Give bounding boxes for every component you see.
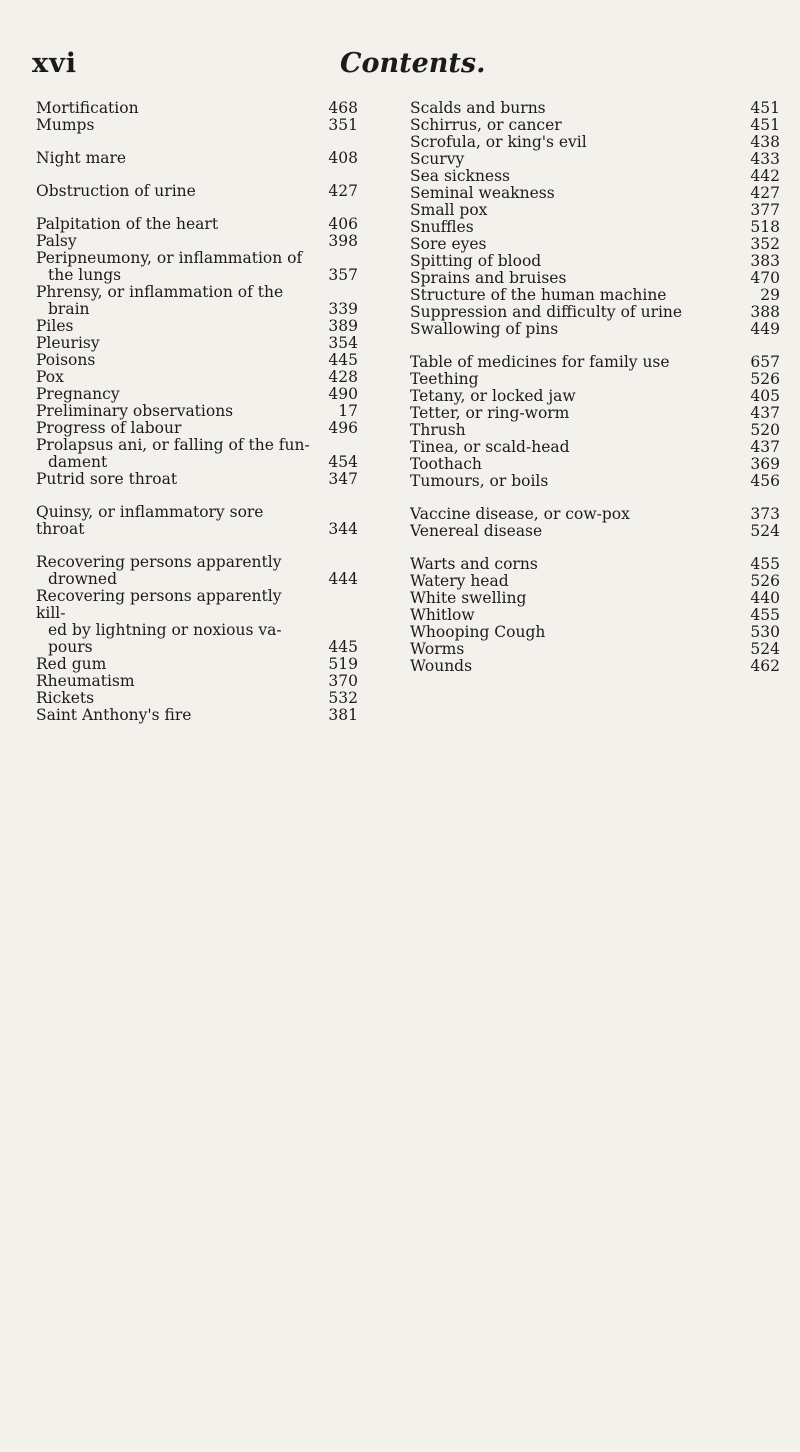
toc-entry: Whooping Cough 530 [410, 623, 780, 641]
toc-entry: Preliminary observations 17 [36, 402, 358, 420]
page-title: Contents. [340, 48, 486, 79]
toc-entry: Rheumatism 370 [36, 672, 358, 690]
toc-entry: Scurvy 433 [410, 150, 780, 168]
toc-entry: Phrensy, or inflammation of the brain 339 [36, 283, 358, 318]
toc-entry: Structure of the human machine 29 [410, 286, 780, 304]
contents-column-left [36, 100, 358, 724]
toc-entry: Rickets 532 [36, 689, 358, 707]
toc-entry: Poisons 445 [36, 351, 358, 369]
toc-entry: Seminal weakness 427 [410, 184, 780, 202]
toc-entry: White swelling 440 [410, 589, 780, 607]
toc-entry: Putrid sore throat 347 [36, 470, 358, 488]
toc-entry: Prolapsus ani, or falling of the fun- dament 454 [36, 436, 358, 471]
toc-entry: Worms 524 [410, 640, 780, 658]
toc-entry: Saint Anthony's fire 381 [36, 706, 358, 724]
toc-entry: Scrofula, or king's evil 438 [410, 133, 780, 151]
toc-entry: Recovering persons apparently drowned 444 [36, 553, 358, 588]
toc-entry: Schirrus, or cancer 451 [410, 116, 780, 134]
toc-entry: Venereal disease 524 [410, 522, 780, 540]
toc-entry: Small pox 377 [410, 201, 780, 219]
toc-entry: Tetany, or locked jaw 405 [410, 387, 780, 405]
contents-column-right [410, 100, 780, 675]
toc-entry: Pregnancy 490 [36, 385, 358, 403]
toc-entry: Sore eyes 352 [410, 235, 780, 253]
toc-entry: Recovering persons apparently kill- ed by lightning or noxious va- pours 445 [36, 587, 358, 656]
toc-entry: Scalds and burns 451 [410, 99, 780, 117]
toc-entry: Night mare 408 [36, 149, 358, 167]
toc-entry: Tetter, or ring-worm 437 [410, 404, 780, 422]
toc-entry: Obstruction of urine 427 [36, 182, 358, 200]
toc-entry: Watery head 526 [410, 572, 780, 590]
toc-entry: Piles 389 [36, 317, 358, 335]
toc-entry: Tumours, or boils 456 [410, 472, 780, 490]
toc-entry: Wounds 462 [410, 657, 780, 675]
toc-entry: Vaccine disease, or cow-pox 373 [410, 505, 780, 523]
toc-entry: Peripneumony, or inflammation of the lungs 357 [36, 249, 358, 284]
toc-entry: Tinea, or scald-head 437 [410, 438, 780, 456]
toc-entry: Thrush 520 [410, 421, 780, 439]
toc-entry: Spitting of blood 383 [410, 252, 780, 270]
toc-entry: Palpitation of the heart 406 [36, 215, 358, 233]
toc-entry: Progress of labour 496 [36, 419, 358, 437]
toc-entry: Whitlow 455 [410, 606, 780, 624]
toc-entry: Suppression and difficulty of urine 388 [410, 303, 780, 321]
toc-entry: Sprains and bruises 470 [410, 269, 780, 287]
toc-entry: Pox 428 [36, 368, 358, 386]
toc-entry: Table of medicines for family use 657 [410, 353, 780, 371]
toc-entry: Red gum 519 [36, 655, 358, 673]
toc-entry: Palsy 398 [36, 232, 358, 250]
toc-entry: Sea sickness 442 [410, 167, 780, 185]
toc-entry: Swallowing of pins 449 [410, 320, 780, 338]
toc-entry: Toothach 369 [410, 455, 780, 473]
toc-entry: Snuffles 518 [410, 218, 780, 236]
page-number: xvi [32, 48, 78, 79]
toc-entry: Quinsy, or inflammatory sore throat 344 [36, 503, 358, 538]
toc-entry: Warts and corns 455 [410, 555, 780, 573]
toc-entry: Mortification 468 [36, 99, 358, 117]
toc-entry: Teething 526 [410, 370, 780, 388]
toc-entry: Pleurisy 354 [36, 334, 358, 352]
toc-entry: Mumps 351 [36, 116, 358, 134]
